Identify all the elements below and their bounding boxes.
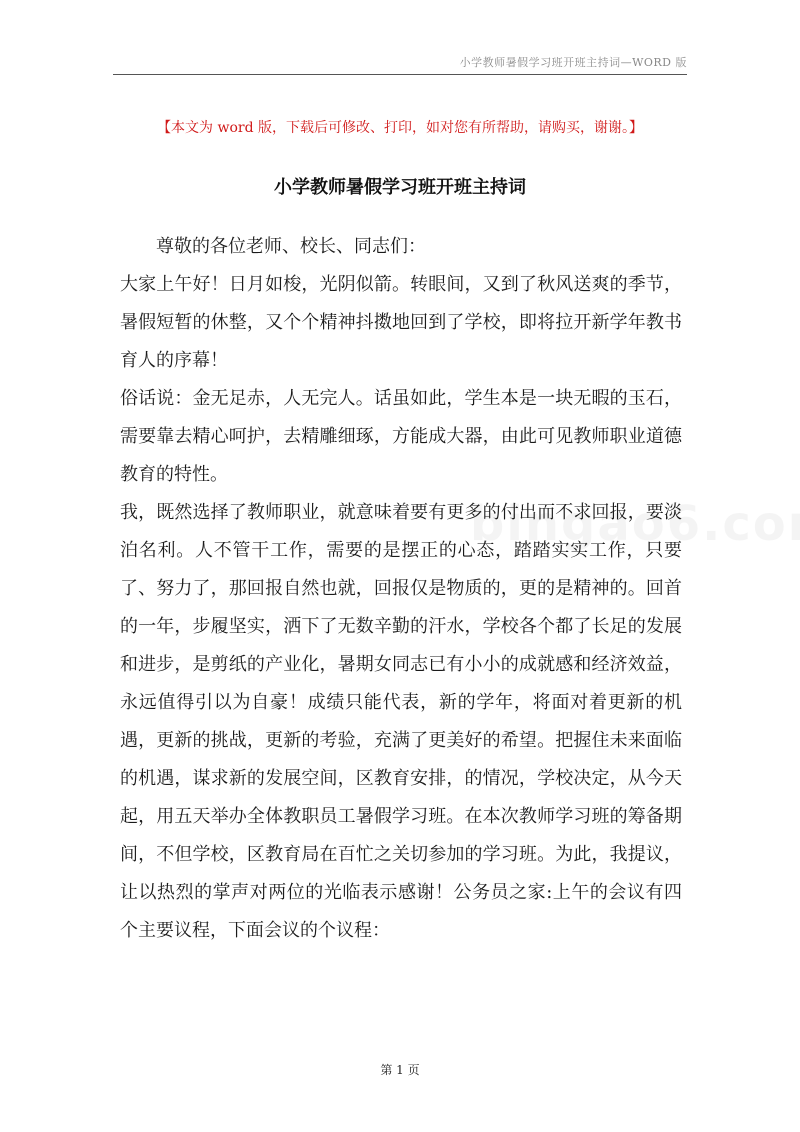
document-title: 小学教师暑假学习班开班主持词 [274, 177, 526, 198]
document-body [120, 228, 682, 950]
page-number: 第 1 页 [380, 1063, 420, 1077]
header-divider [113, 74, 687, 75]
running-header: 小学教师暑假学习班开班主持词—WORD 版 [459, 56, 687, 69]
paragraph-main: 我，既然选择了教师职业，就意味着要有更多的付出而不求回报，要淡泊名利。人不管干工作，需要的是摆正的心态，踏踏实实工作，只要了、努力了，那回报自然也就，回报仅是物质的，更的是精神的。回首的一年，步履坚实，洒下了无数辛勤的汗水，学校各个都了长足的发展和进步，是剪纸的产业化，暑期女同志已有小小的成就感和经济效益，永远值得引以为自豪！成绩只能代表，新的学年，将面对着更新的机遇，更新的挑战，更新的考验，充满了更美好的希望。把握住未来面临的机遇，谋求新的发展空间，区教育安排，的情况，学校决定，从今天起，用五天举办全体教职员工暑假学习班。在本次教师学习班的筹备期间，不但学校，区教育局在百忙之关切参加的学习班。为此，我提议，让以热烈的掌声对两位的光临表示感谢！公务员之家:上午的会议有四个主要议程，下面会议的个议程： [120, 502, 682, 941]
paragraph-greeting: 大家上午好！日月如梭，光阴似箭。转眼间，又到了秋风送爽的季节，暑假短暂的休整，又个个精神抖擞地回到了学校，即将拉开新学年教书育人的序幕！ [120, 274, 682, 371]
purchase-notice: 【本文为 word 版，下载后可修改、打印，如对您有所帮助，请购买，谢谢。】 [157, 120, 643, 136]
salutation: 尊敬的各位老师、校长、同志们： [156, 236, 426, 257]
paragraph-proverb: 俗话说：金无足赤，人无完人。话虽如此，学生本是一块无暇的玉石，需要靠去精心呵护，去精雕细琢，方能成大器，由此可见教师职业道德教育的特性。 [120, 388, 682, 485]
